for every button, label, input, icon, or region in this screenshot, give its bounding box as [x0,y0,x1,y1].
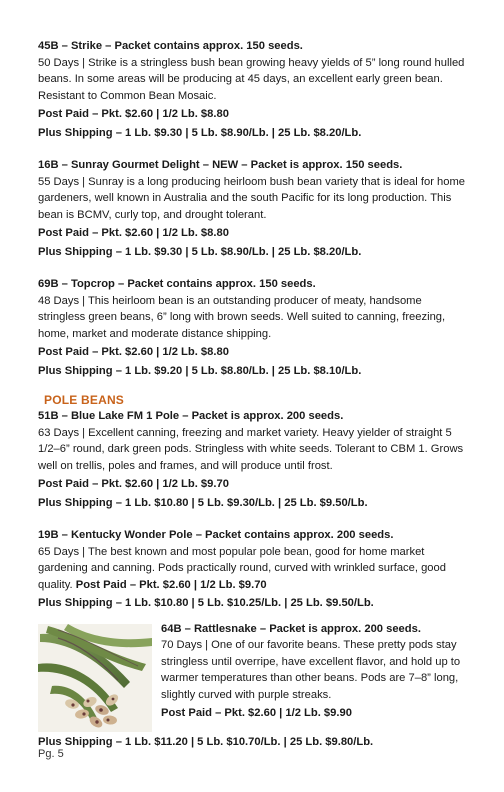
product-title: 51B – Blue Lake FM 1 Pole – Packet is approx. 200 seeds. [38,410,344,422]
post-paid-price: Post Paid – Pkt. $2.60 | 1/2 Lb. $8.80 [38,108,229,120]
product-entry-strike [38,38,468,141]
rattlesnake-bean-photo [38,624,152,732]
product-entry-sunray [38,157,468,260]
product-entry-blue-lake [38,408,468,511]
product-title: 45B – Strike – Packet contains approx. 150 seeds. [38,40,303,52]
post-paid-price: Post Paid – Pkt. $2.60 | 1/2 Lb. $9.90 [161,707,352,719]
shipping-price: Plus Shipping – 1 Lb. $11.20 | 5 Lb. $10.70/Lb. | 25 Lb. $9.80/Lb. [38,735,374,748]
product-description: 70 Days | One of our favorite beans. These pretty pods stay stringless until overripe, have excellent flavor, and hold up to warmer temperatures than other beans. Pods are 7–8” long, slightly curved with purple streaks. [161,639,461,701]
product-title: 19B – Kentucky Wonder Pole – Packet contains approx. 200 seeds. [38,529,394,541]
section-heading-pole-beans: POLE BEANS [44,393,125,407]
product-description: 50 Days | Strike is a stringless bush bean growing heavy yields of 5” long round hulled beans. In some areas will be producing at 45 days, an excellent early green bean. Resistant to Common Bean Mosaic. [38,56,465,102]
product-title: 16B – Sunray Gourmet Delight – NEW – Packet is approx. 150 seeds. [38,159,403,171]
product-entry-topcrop [38,276,468,379]
product-title: 69B – Topcrop – Packet contains approx. 150 seeds. [38,278,316,290]
post-paid-price: Post Paid – Pkt. $2.60 | 1/2 Lb. $8.80 [38,346,229,358]
catalog-page [38,38,468,750]
post-paid-price: Post Paid – Pkt. $2.60 | 1/2 Lb. $9.70 [38,478,229,490]
shipping-price: Plus Shipping – 1 Lb. $10.80 | 5 Lb. $10.25/Lb. | 25 Lb. $9.50/Lb. [38,597,374,609]
post-paid-price: Post Paid – Pkt. $2.60 | 1/2 Lb. $8.80 [38,227,229,239]
shipping-price: Plus Shipping – 1 Lb. $9.30 | 5 Lb. $8.90/Lb. | 25 Lb. $8.20/Lb. [38,245,362,258]
page-number: Pg. 5 [38,748,64,760]
product-description: 48 Days | This heirloom bean is an outstanding producer of meaty, handsome stringless green beans, 6” long with brown seeds. Well suited to canning, freezing, home, market and moderate distance shipping. [38,294,446,340]
product-entry-rattlesnake [38,621,468,732]
shipping-price: Plus Shipping – 1 Lb. $9.30 | 5 Lb. $8.90/Lb. | 25 Lb. $8.20/Lb. [38,126,362,139]
shipping-price: Plus Shipping – 1 Lb. $10.80 | 5 Lb. $9.30/Lb. | 25 Lb. $9.50/Lb. [38,496,368,509]
post-paid-price: Post Paid – Pkt. $2.60 | 1/2 Lb. $9.70 [75,578,267,591]
product-description: 63 Days | Excellent canning, freezing and market variety. Heavy yielder of straight 5 1/2–6” round, dark green pods. Stringless with white seeds. Tolerant to CBM 1. Grows well on trellis, poles and frames, and will produce until frost. [38,426,464,472]
bean-pods-illustration [38,624,152,732]
product-description [38,544,468,594]
description-text: 65 Days | The best known and most popular pole bean, good for home market gardening and canning. Pods practically round, curved with wrinkled surface, good quality. [38,545,446,591]
product-entry-kentucky-wonder [38,527,468,612]
product-description: 55 Days | Sunray is a long producing heirloom bush bean variety that is ideal for home gardeners, well known in Australia and the south Pacific for its long production. This bean is BCMV, curly top, and drought tolerant. [38,175,466,221]
product-title: 64B – Rattlesnake – Packet is approx. 200 seeds. [161,622,421,635]
shipping-price: Plus Shipping – 1 Lb. $9.20 | 5 Lb. $8.80/Lb. | 25 Lb. $8.10/Lb. [38,364,362,377]
rattlesnake-text [161,621,468,722]
